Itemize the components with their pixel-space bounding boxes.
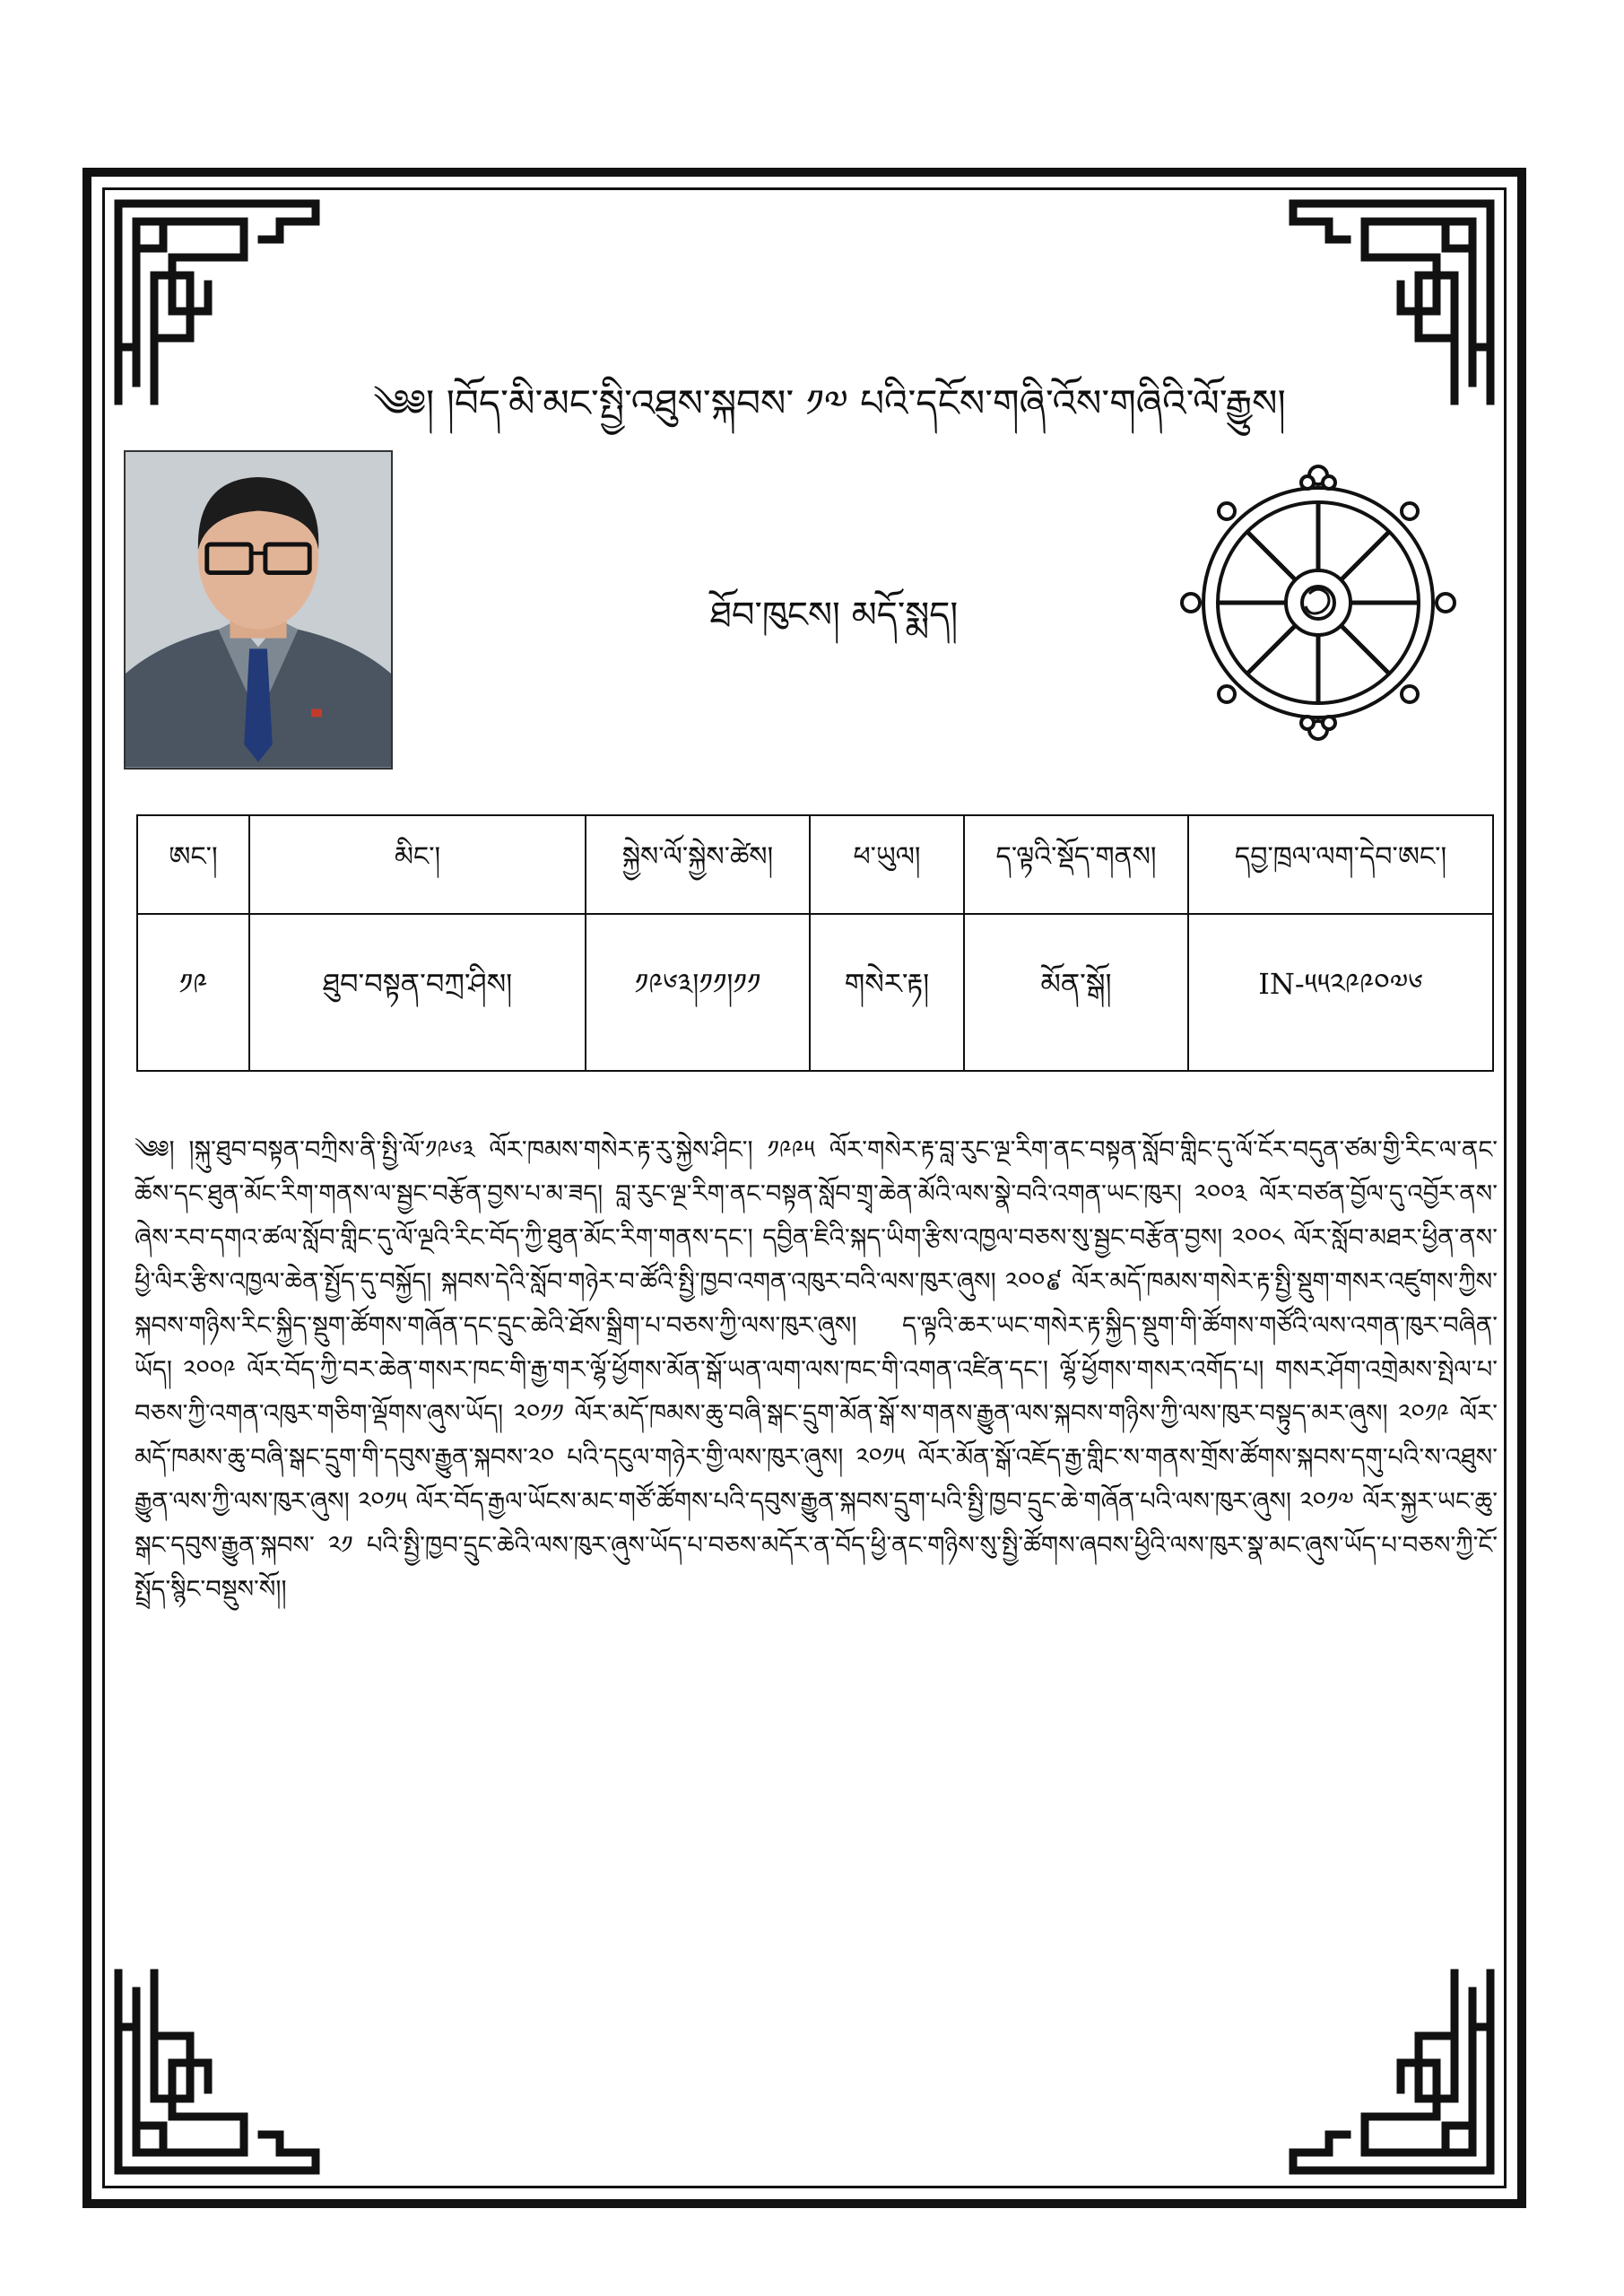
header-name: མིང་། bbox=[249, 815, 586, 914]
candidate-region-label: ཐོབ་ཁུངས། མདོ་སྨད། bbox=[709, 595, 959, 636]
cell-current-residence: མོན་སྒོ། bbox=[964, 914, 1188, 1071]
cell-name: ཐུབ་བསྟན་བཀྲ་ཤིས། bbox=[249, 914, 586, 1071]
table-header-row bbox=[137, 815, 1493, 914]
header-birth-date: སྐྱེས་ལོ་སྐྱེས་ཚེས། bbox=[586, 815, 810, 914]
dharma-wheel-icon bbox=[1175, 459, 1462, 746]
header-native-place: ཕ་ཡུལ། bbox=[810, 815, 964, 914]
cell-green-book-number: IN-༥༥༢༩༩༠༧༦ bbox=[1188, 914, 1493, 1071]
header-green-book-number: དབྱ་ཁྲལ་ལག་དེབ་ཨང་། bbox=[1188, 815, 1493, 914]
cell-native-place: གསེར་རྟ། bbox=[810, 914, 964, 1071]
table-row bbox=[137, 914, 1493, 1071]
corner-ornament-bottom-left bbox=[109, 1964, 325, 2179]
header-current-residence: ད་ལྟའི་སྡོད་གནས། bbox=[964, 815, 1188, 914]
biography-paragraph: ༄༅། །སྐུ་ཐུབ་བསྟན་བཀྲིས་ནི་སྤྱི་ལོ་༡༩༦༣ ལོར་ཁམས་གསེར་རྟ་རུ་སྐྱེས་ཤིང་། ༡༩༩༥ ལོར་གསེར་རྟ་བླ་རུང་ལྔ་རིག་ནང་བསྟན་སློབ་གླིང་དུ་ལོ་ངོར་བདུན་ཙམ་གྱི་རིང་ལ་ནང་ཆོས་དང་ཐུན་མོང་རིག་གནས་ལ་སྦྱང་བརྩོན་བྱས་པ་མ་ཟད། བླ་རུང་ལྔ་རིག་ནང་བསྟན་སློབ་གྲྭ་ཆེན་མོའི་ལས་སྣེ་བའི་འགན་ཡང་ཁུར། ༢༠༠༣ ལོར་བཙན་བྱོལ་དུ་འབྱོར་ནས་ཞེས་རབ་དགའ་ཚལ་སློབ་གླིང་དུ་ལོ་ལྔའི་རིང་བོད་ཀྱི་ཐུན་མོང་རིག་གནས་དང་། དབྱིན་ཇིའི་སྐད་ཡིག་རྩིས་འཁྱལ་བཅས་སུ་སྦྱང་བརྩོན་བྱས། ༢༠༠༨ ལོར་སློབ་མཐར་ཕྱིན་ནས་ཕྱི་ལིར་རྩིས་འཁྱལ་ཆེན་སྤྱོད་དུ་བསྐྱོད། སྐབས་དེའི་སློབ་གཉེར་བ་ཚོའི་སྤྱི་ཁྱབ་འགན་འཁུར་བའི་ལས་ཁུར་ཞུས། ༢༠༠៩ ལོར་མདོ་ཁམས་གསེར་རྟ་སྤྱི་སྡུག་གསར་འཛུགས་ཀྱིས་སྐབས་གཉིས་རིང་སྐྱིད་སྡུག་ཚོགས་གཞོན་དང་དྲུང་ཆེའི་ཐོས་སྒྲིག་པ་བཅས་ཀྱི་ལས་ཁུར་ཞུས། ད་ལྟའི་ཆར་ཡང་གསེར་རྟ་སྐྱིད་སྡུག་གི་ཚོགས་གཙོའི་ལས་འགན་ཁུར་བཞིན་ཡོད། ༢༠༠༩ ལོར་བོད་ཀྱི་བར་ཆེན་གསར་ཁང་གི་རྒྱ་གར་ལྷོ་ཕྱོགས་མོན་སྒོ་ཡན་ལག་ལས་ཁང་གི་འགན་འཛིན་དང་། ལྷོ་ཕྱོགས་གསར་འགོད་པ། གསར་ཤོག་འགྲེམས་སྤེལ་པ་བཅས་ཀྱི་འགན་འཁུར་གཅིག་ལྡོགས་ཞུས་ཡོད། ༢༠༡༡ ལོར་མདོ་ཁམས་ཆུ་བཞི་སྒང་དྲུག་མོན་སྒོ་ས་གནས་རྒྱུན་ལས་སྐབས་གཉིས་ཀྱི་ལས་ཁུར་བསྟུད་མར་ཞུས། ༢༠༡༩ ལོར་མདོ་ཁམས་ཆུ་བཞི་སྒང་དྲུག་གི་དབུས་རྒྱུན་སྐབས་༢༠ པའི་དངུལ་གཉེར་གྱི་ལས་ཁུར་ཞུས། ༢༠༡༥ ལོར་མོན་སྒོ་འཇོད་རྒྱ་གླིང་ས་གནས་གྲོས་ཚོགས་སྐབས་དགུ་པའི་ས་འཐུས་རྒྱུན་ལས་ཀྱི་ལས་ཁུར་ཞུས། ༢༠༡༥ ལོར་བོད་རྒྱལ་ཡོངས་མང་གཙོ་ཚོགས་པའི་དབུས་རྒྱུན་སྐབས་དྲུག་པའི་སྤྱི་ཁྱབ་དྲུང་ཆེ་གཞོན་པའི་ལས་ཁུར་ཞུས། ༢༠༡༧ ལོར་སྐྱར་ཡང་ཆུ་སྒང་དབུས་རྒྱུན་སྐབས་ ༢༡ པའི་སྤྱི་ཁྱབ་དྲུང་ཆེའི་ལས་ཁུར་ཞུས་ཡོད་པ་བཅས་མདོར་ན་བོད་ཕྱི་ནང་གཉིས་སུ་སྤྱི་ཚོགས་ཞབས་ཕྱིའི་ལས་ཁུར་སྣ་མང་ཞུས་ཡོད་པ་བཅས་ཀྱི་ངོ་སྤྲོད་སྙིང་བསྡུས་སོ།། bbox=[135, 1135, 1498, 1604]
candidate-photo bbox=[124, 450, 393, 770]
page-title: ༄༅། །བོད་མི་མང་སྤྱི་འཐུས་སྐབས་ ༡༧ པའི་དངོས་གཞི་འོས་གཞིའི་ལོ་རྒྱུས། bbox=[373, 381, 1286, 425]
candidate-info-table bbox=[136, 814, 1494, 1072]
corner-ornament-bottom-right bbox=[1284, 1964, 1499, 2179]
cell-number: ༡༩ bbox=[137, 914, 249, 1071]
cell-birth-date: ༡༩༦༣།༡༡།༡༡ bbox=[586, 914, 810, 1071]
header-number: ཨང་། bbox=[137, 815, 249, 914]
